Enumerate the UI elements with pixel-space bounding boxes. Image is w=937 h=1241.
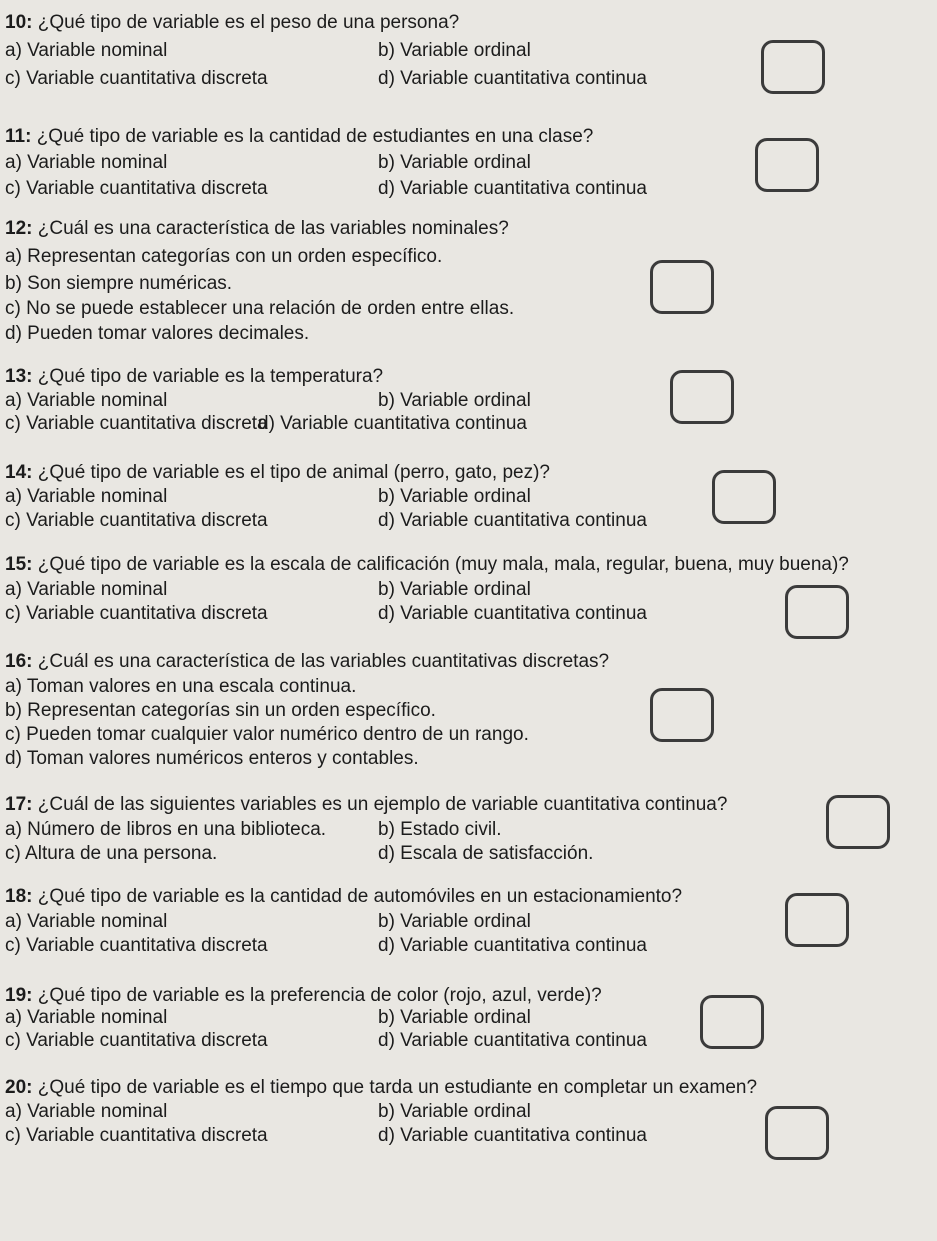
option-c: c) No se puede establecer una relación de orden entre ellas.	[5, 298, 515, 319]
question-text: 15: ¿Qué tipo de variable es la escala de calificación (muy mala, mala, regular, buena, muy buena)?	[5, 554, 849, 575]
answer-box[interactable]	[700, 995, 764, 1049]
question-text: 11: ¿Qué tipo de variable es la cantidad de estudiantes en una clase?	[5, 126, 594, 147]
option-d: d) Variable cuantitativa continua	[378, 178, 647, 199]
question-number: 16:	[5, 651, 33, 672]
option-b: b) Variable ordinal	[378, 1101, 531, 1122]
option-b: b) Variable ordinal	[378, 579, 531, 600]
question-text: 10: ¿Qué tipo de variable es el peso de una persona?	[5, 12, 460, 33]
option-a: a) Variable nominal	[5, 1007, 168, 1028]
option-b: b) Estado civil.	[378, 819, 502, 840]
option-a: a) Representan categorías con un orden específico.	[5, 246, 443, 267]
option-c: c) Variable cuantitativa discreta	[5, 413, 268, 434]
option-a: a) Toman valores en una escala continua.	[5, 676, 357, 697]
question-text: 17: ¿Cuál de las siguientes variables es un ejemplo de variable cuantitativa continua?	[5, 794, 728, 815]
option-a: a) Variable nominal	[5, 911, 168, 932]
option-c: c) Variable cuantitativa discreta	[5, 510, 268, 531]
option-b: b) Variable ordinal	[378, 40, 531, 61]
question-text: 12: ¿Cuál es una característica de las variables nominales?	[5, 218, 509, 239]
answer-box[interactable]	[785, 585, 849, 639]
answer-box[interactable]	[761, 40, 825, 94]
option-a: a) Número de libros en una biblioteca.	[5, 819, 327, 840]
option-b: b) Variable ordinal	[378, 911, 531, 932]
question-number: 17:	[5, 794, 33, 815]
option-d: d) Toman valores numéricos enteros y contables.	[5, 748, 419, 769]
answer-box[interactable]	[785, 893, 849, 947]
option-d: d) Variable cuantitativa continua	[258, 413, 527, 434]
question-number: 19:	[5, 985, 33, 1006]
question-text: 19: ¿Qué tipo de variable es la preferencia de color (rojo, azul, verde)?	[5, 985, 602, 1006]
option-b: b) Variable ordinal	[378, 152, 531, 173]
option-a: a) Variable nominal	[5, 40, 168, 61]
answer-box[interactable]	[755, 138, 819, 192]
answer-box[interactable]	[765, 1106, 829, 1160]
question-text: 13: ¿Qué tipo de variable es la temperatura?	[5, 366, 384, 387]
option-a: a) Variable nominal	[5, 579, 168, 600]
option-d: d) Variable cuantitativa continua	[378, 935, 647, 956]
option-c: c) Altura de una persona.	[5, 843, 218, 864]
option-d: d) Variable cuantitativa continua	[378, 1030, 647, 1051]
option-c: c) Variable cuantitativa discreta	[5, 1125, 268, 1146]
question-number: 10:	[5, 12, 33, 33]
option-d: d) Variable cuantitativa continua	[378, 510, 647, 531]
question-number: 12:	[5, 218, 33, 239]
answer-box[interactable]	[650, 688, 714, 742]
answer-box[interactable]	[712, 470, 776, 524]
option-b: b) Variable ordinal	[378, 486, 531, 507]
option-d: d) Variable cuantitativa continua	[378, 603, 647, 624]
option-c: c) Variable cuantitativa discreta	[5, 935, 268, 956]
option-c: c) Variable cuantitativa discreta	[5, 178, 268, 199]
question-number: 14:	[5, 462, 33, 483]
question-number: 15:	[5, 554, 33, 575]
question-text: 14: ¿Qué tipo de variable es el tipo de animal (perro, gato, pez)?	[5, 462, 550, 483]
question-text: 16: ¿Cuál es una característica de las variables cuantitativas discretas?	[5, 651, 610, 672]
answer-box[interactable]	[670, 370, 734, 424]
option-b: b) Representan categorías sin un orden específico.	[5, 700, 436, 721]
question-text: 20: ¿Qué tipo de variable es el tiempo que tarda un estudiante en completar un examen?	[5, 1077, 758, 1098]
option-b: b) Son siempre numéricas.	[5, 273, 233, 294]
option-a: a) Variable nominal	[5, 390, 168, 411]
option-c: c) Variable cuantitativa discreta	[5, 1030, 268, 1051]
answer-box[interactable]	[650, 260, 714, 314]
question-text: 18: ¿Qué tipo de variable es la cantidad de automóviles en un estacionamiento?	[5, 886, 683, 907]
option-a: a) Variable nominal	[5, 152, 168, 173]
option-c: c) Pueden tomar cualquier valor numérico dentro de un rango.	[5, 724, 529, 745]
question-number: 20:	[5, 1077, 33, 1098]
option-d: d) Escala de satisfacción.	[378, 843, 594, 864]
option-d: d) Variable cuantitativa continua	[378, 68, 647, 89]
answer-box[interactable]	[826, 795, 890, 849]
option-d: d) Variable cuantitativa continua	[378, 1125, 647, 1146]
question-number: 11:	[5, 126, 32, 147]
question-number: 13:	[5, 366, 33, 387]
option-a: a) Variable nominal	[5, 486, 168, 507]
option-b: b) Variable ordinal	[378, 1007, 531, 1028]
option-b: b) Variable ordinal	[378, 390, 531, 411]
question-number: 18:	[5, 886, 33, 907]
option-d: d) Pueden tomar valores decimales.	[5, 323, 310, 344]
option-a: a) Variable nominal	[5, 1101, 168, 1122]
option-c: c) Variable cuantitativa discreta	[5, 603, 268, 624]
option-c: c) Variable cuantitativa discreta	[5, 68, 268, 89]
